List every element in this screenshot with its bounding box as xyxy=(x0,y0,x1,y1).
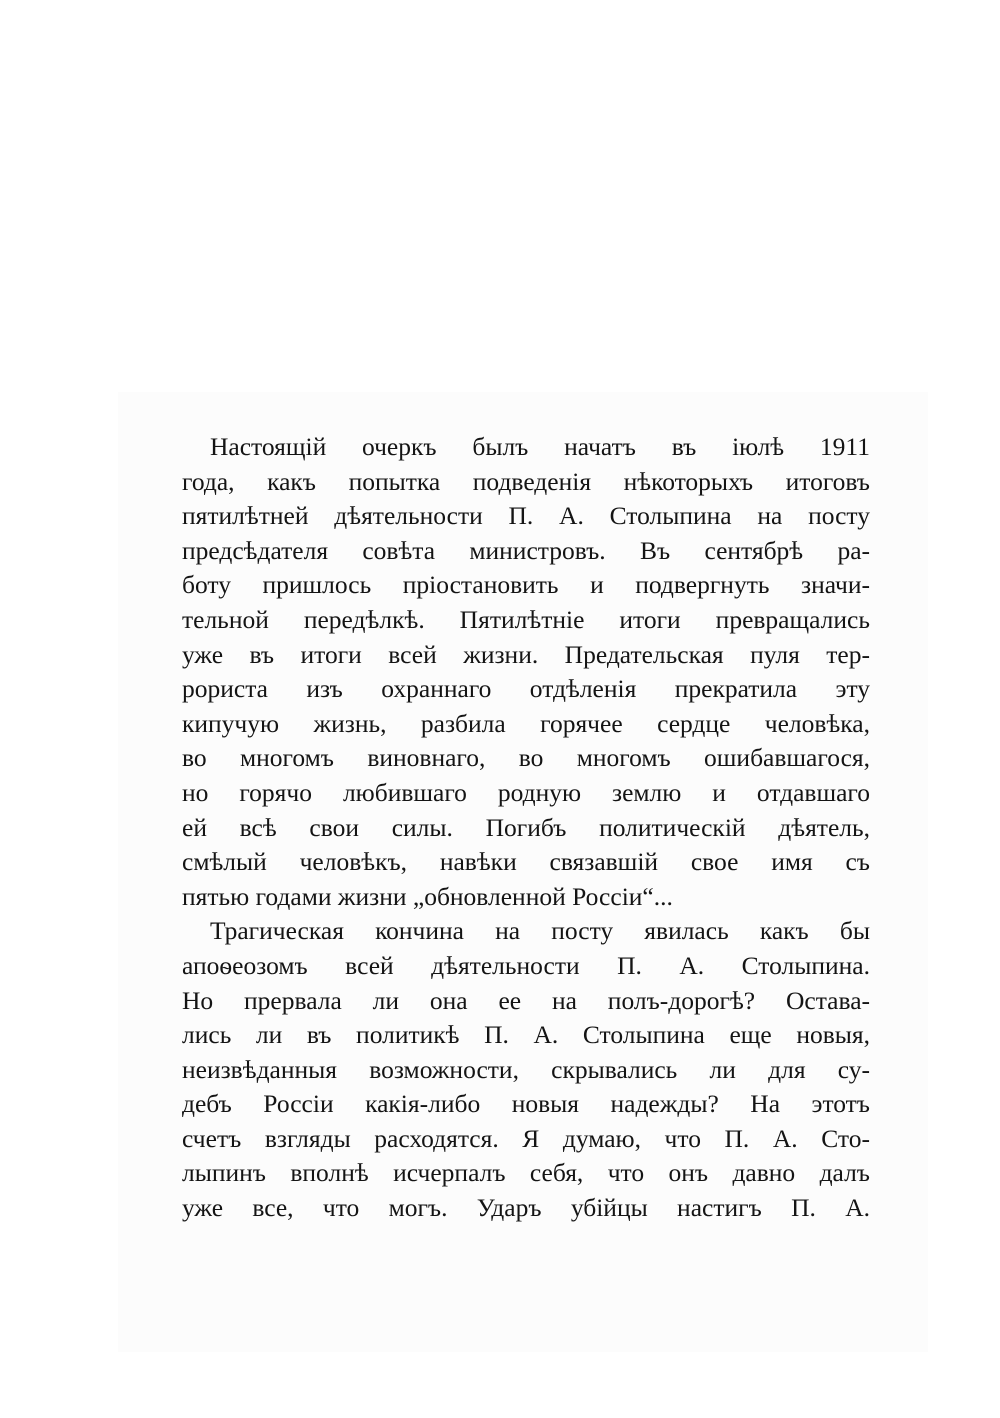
text-line: пятилѣтней дѣятельности П. А. Столыпина на посту xyxy=(182,501,870,531)
text-line: пятью годами жизни „обновленной Россіи“... xyxy=(182,881,673,911)
text-line: уже все, что могъ. Ударъ убійцы настигъ П. А. xyxy=(182,1193,870,1223)
text-line: счетъ взгляды расходятся. Я думаю, что П. А. Сто- xyxy=(182,1123,870,1153)
paragraph-2 xyxy=(182,914,870,1225)
text-line: лись ли въ политикѣ П. А. Столыпина еще новыя, xyxy=(182,1020,870,1050)
text-line: лыпинъ вполнѣ исчерпалъ себя, что онъ давно далъ xyxy=(182,1158,870,1188)
paragraph-1 xyxy=(182,430,870,914)
text-line: дебъ Россіи какія-либо новыя надежды? На этотъ xyxy=(182,1089,870,1119)
text-line: боту пришлось пріостановить и подвергнуть значи- xyxy=(182,570,870,600)
text-line: ей всѣ свои силы. Погибъ политическій дѣятель, xyxy=(182,812,870,842)
text-line: Но прервала ли она ее на полъ-дорогѣ? Остава- xyxy=(182,985,870,1015)
text-line: кипучую жизнь, разбила горячее сердце человѣка, xyxy=(182,708,870,738)
text-line: смѣлый человѣкъ, навѣки связавшій свое имя съ xyxy=(182,847,870,877)
text-line: Трагическая кончина на посту явилась какъ бы xyxy=(210,916,870,946)
text-line: уже въ итоги всей жизни. Предательская пуля тер- xyxy=(182,639,870,669)
text-line: но горячо любившаго родную землю и отдавшаго xyxy=(182,777,870,807)
body-text xyxy=(182,430,870,1226)
text-line: во многомъ виновнаго, во многомъ ошибавшагося, xyxy=(182,743,870,773)
text-line: апоѳеозомъ всей дѣятельности П. А. Столыпина. xyxy=(182,950,870,980)
text-line: неизвѣданныя возможности, скрывались ли для су- xyxy=(182,1054,870,1084)
text-line: тельной передѣлкѣ. Пятилѣтніе итоги превращались xyxy=(182,604,870,634)
text-line: рориста изъ охраннаго отдѣленія прекратила эту xyxy=(182,674,870,704)
text-line: года, какъ попытка подведенія нѣкоторыхъ итоговъ xyxy=(182,466,870,496)
text-line: Настоящій очеркъ былъ начатъ въ іюлѣ 1911 xyxy=(210,432,870,461)
text-line: предсѣдателя совѣта министровъ. Въ сентябрѣ ра- xyxy=(182,535,870,565)
